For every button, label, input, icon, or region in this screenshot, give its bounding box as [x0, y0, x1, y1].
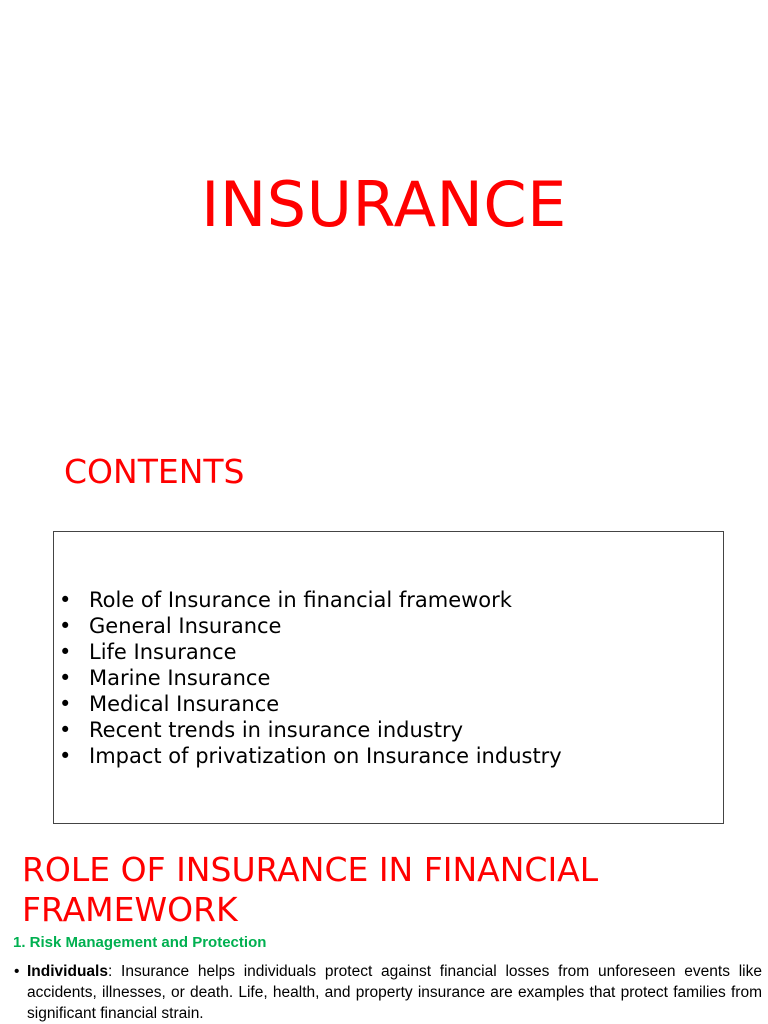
paragraph-text	[27, 961, 762, 1024]
contents-item: • Marine Insurance	[54, 665, 562, 691]
contents-item: • Impact of privatization on Insurance industry	[54, 743, 562, 769]
contents-heading: CONTENTS	[64, 452, 245, 491]
section-heading-line2: FRAMEWORK	[22, 890, 238, 929]
subsection-heading: 1. Risk Management and Protection	[13, 934, 267, 951]
contents-list	[54, 587, 562, 769]
section-heading	[22, 850, 762, 930]
paragraph-term: Individuals	[27, 963, 108, 980]
bullet-marker: •	[14, 963, 20, 980]
contents-item: • Role of Insurance in financial framework	[54, 587, 562, 613]
bullet-paragraph	[14, 961, 762, 1024]
page-title: INSURANCE	[201, 168, 567, 241]
section-heading-line1: ROLE OF INSURANCE IN FINANCIAL	[22, 850, 599, 889]
paragraph-body: : Insurance helps individuals protect against financial losses from unforeseen events like accidents, illnesses, or death. Life, health, and property insurance are examples that protect families from significant financial strain.	[27, 963, 762, 1022]
contents-item: • Medical Insurance	[54, 691, 562, 717]
contents-item: • Life Insurance	[54, 639, 562, 665]
contents-item: • General Insurance	[54, 613, 562, 639]
section-heading-line1-clip	[22, 850, 762, 889]
contents-box	[53, 531, 724, 824]
contents-item: • Recent trends in insurance industry	[54, 717, 562, 743]
